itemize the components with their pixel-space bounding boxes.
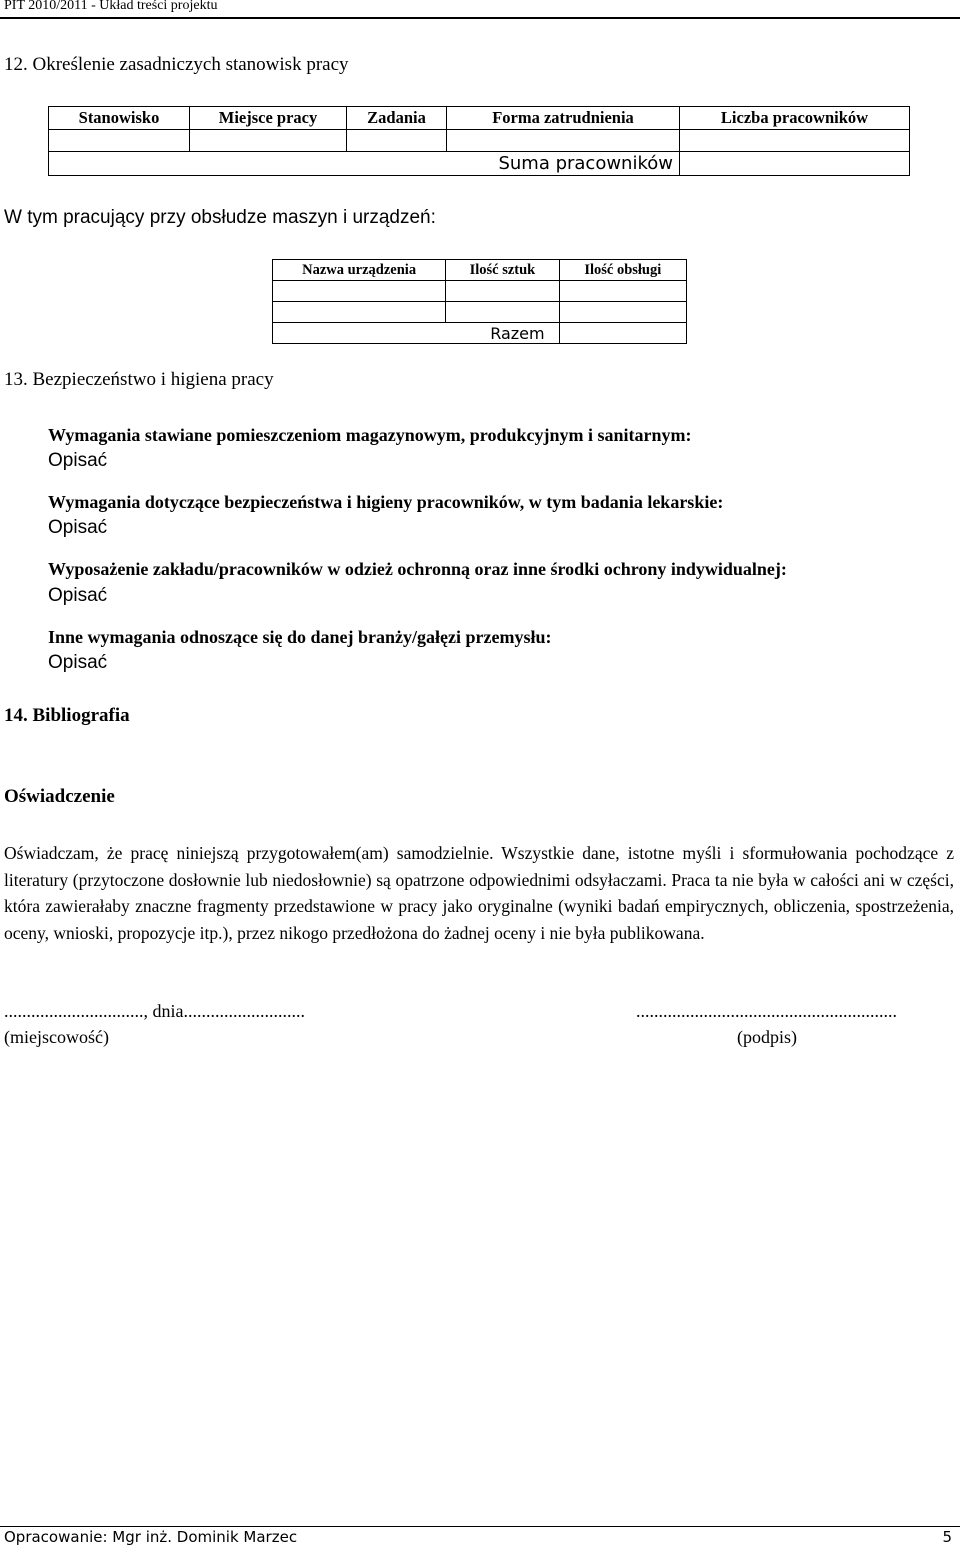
- table-cell: [273, 302, 446, 323]
- table-row: [273, 281, 687, 302]
- table-cell: [447, 130, 680, 152]
- table-row: [273, 302, 687, 323]
- total-label: Razem: [273, 323, 560, 344]
- column-header: Liczba pracowników: [680, 107, 910, 130]
- header-divider: [0, 17, 960, 19]
- page-number: 5: [942, 1528, 952, 1546]
- sum-row: [49, 152, 910, 176]
- table-cell: [559, 281, 686, 302]
- positions-table: [48, 106, 910, 176]
- section-14-title: 14. Bibliografia: [4, 705, 130, 726]
- table-cell: [559, 302, 686, 323]
- column-header: Miejsce pracy: [190, 107, 347, 130]
- table-cell: [49, 130, 190, 152]
- machines-intro: W tym pracujący przy obsłudze maszyn i urządzeń:: [4, 207, 436, 228]
- footer-author: Opracowanie: Mgr inż. Dominik Marzec: [4, 1528, 298, 1546]
- table-cell: [190, 130, 347, 152]
- place-date-line: ..............................., dnia...........................: [4, 1001, 305, 1021]
- statement-title: Oświadczenie: [4, 786, 115, 807]
- column-header: Zadania: [347, 107, 447, 130]
- total-value-cell: [559, 323, 686, 344]
- signature-line: ..........................................................: [636, 1001, 897, 1021]
- page-header-text: PIT 2010/2011 - Układ treści projektu: [4, 0, 218, 13]
- table-header-row: [49, 107, 910, 130]
- footer-divider: [0, 1526, 960, 1527]
- requirement-value: Opisać: [48, 517, 108, 538]
- requirement-heading: Wyposażenie zakładu/pracowników w odzież ochronną oraz inne środki ochrony indywidualnej:: [48, 559, 787, 579]
- requirement-value: Opisać: [48, 585, 108, 606]
- table-row: [49, 130, 910, 152]
- total-row: [273, 323, 687, 344]
- requirement-heading: Wymagania dotyczące bezpieczeństwa i higieny pracowników, w tym badania lekarskie:: [48, 492, 724, 512]
- column-header: Nazwa urządzenia: [273, 260, 446, 281]
- table-cell: [446, 281, 559, 302]
- statement-text: Oświadczam, że pracę niniejszą przygotowałem(am) samodzielnie. Wszystkie dane, istotne myśli i sformułowania pochodzące z literatury (przytoczone dosłownie lub niedosłownie) są opatrzone odpowiednimi odsyłaczami. Praca ta nie była w całości ani w części, która zawierałaby znaczne fragmenty przedstawione w pracy jako oryginalne (wyniki badań empirycznych, obliczenia, spostrzeżenia, oceny, wnioski, propozycje itp.), przez nikogo przedłożona do żadnej oceny i nie była publikowana.: [4, 843, 954, 943]
- sum-value-cell: [680, 152, 910, 176]
- table-header-row: [273, 260, 687, 281]
- machines-table: [272, 259, 687, 344]
- requirement-heading: Inne wymagania odnoszące się do danej branży/gałęzi przemysłu:: [48, 627, 552, 647]
- table-cell: [680, 130, 910, 152]
- table-cell: [273, 281, 446, 302]
- column-header: Forma zatrudnienia: [447, 107, 680, 130]
- column-header: Stanowisko: [49, 107, 190, 130]
- section-13-title: 13. Bezpieczeństwo i higiena pracy: [4, 369, 274, 390]
- column-header: Ilość obsługi: [559, 260, 686, 281]
- section-12-title: 12. Określenie zasadniczych stanowisk pracy: [4, 54, 349, 75]
- requirement-value: Opisać: [48, 652, 108, 673]
- sum-label: Suma pracowników: [49, 152, 680, 176]
- requirement-value: Opisać: [48, 450, 108, 471]
- signature-label: (podpis): [737, 1027, 797, 1047]
- table-cell: [347, 130, 447, 152]
- column-header: Ilość sztuk: [446, 260, 559, 281]
- table-cell: [446, 302, 559, 323]
- requirement-heading: Wymagania stawiane pomieszczeniom magazynowym, produkcyjnym i sanitarnym:: [48, 425, 692, 445]
- place-label: (miejscowość): [4, 1027, 109, 1047]
